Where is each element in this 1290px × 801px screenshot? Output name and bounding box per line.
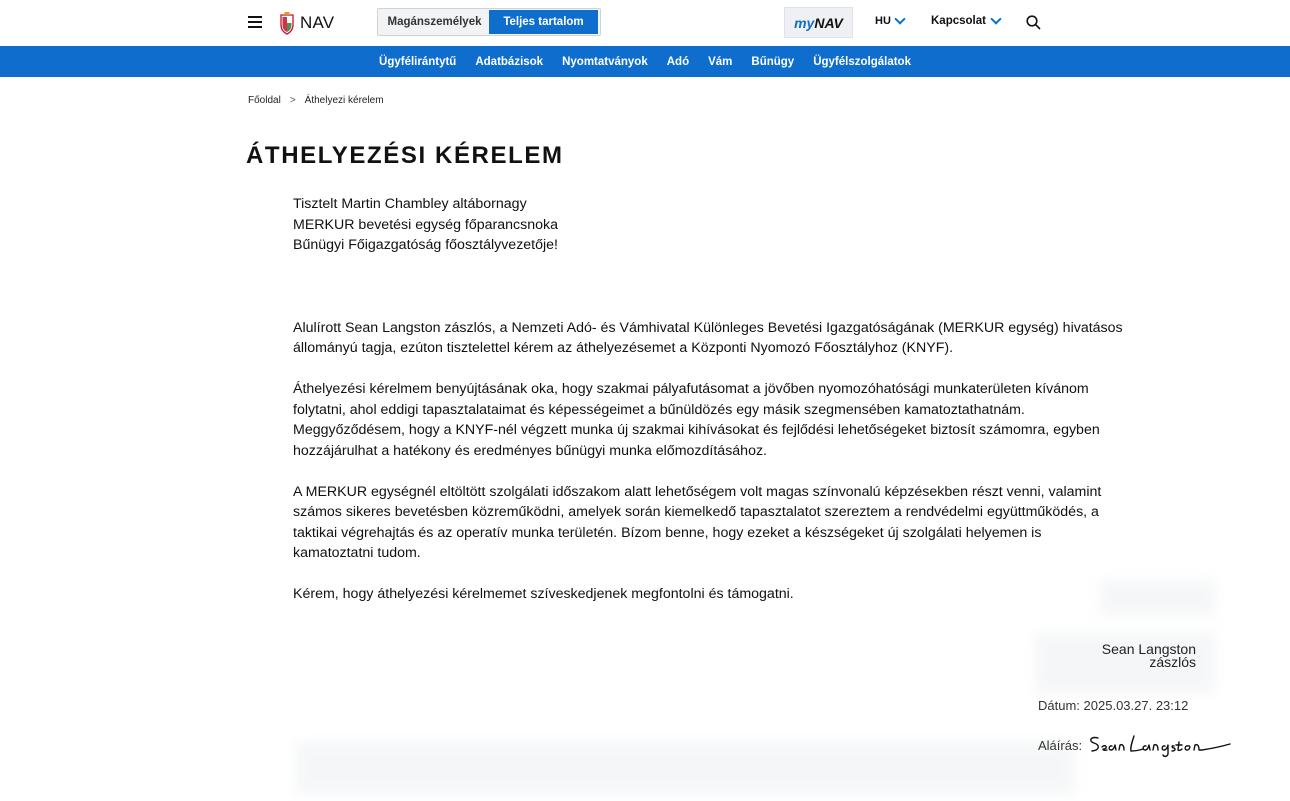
chevron-down-icon (990, 13, 1001, 24)
breadcrumb-current: Áthelyezi kérelem (304, 95, 384, 106)
hamburger-menu-icon[interactable] (248, 16, 262, 30)
nav-logo[interactable] (278, 11, 334, 35)
letter-paragraph: Áthelyezési kérelmem benyújtásának oka, hogy szakmai pályafutásomat a jövőben nyomozóhatósági munkaterületen kívánom folytatni, ahol eddigi tapasztalataimat és képességeimet a bűnüldözés egy másik szegmensében kamatoztathatnám. Meggyőződésem, hogy a KNYF-nél végzett munka új szakmai kihívásokat és fejlődési lehetőségeket biztosít számomra, egyben hozzájárulhat a hatékony és eredményes bűnügyi munka előmozdításához. (293, 381, 1100, 459)
nav-item-vam[interactable]: Vám (708, 55, 733, 68)
breadcrumb-separator: > (289, 95, 296, 106)
chevron-down-icon (894, 13, 905, 24)
signature-label: Aláírás: (1038, 737, 1083, 753)
letter-body (293, 194, 1123, 605)
letter-paragraph: A MERKUR egységnél eltöltött szolgálati időszakom alatt lehetőségem volt magas színvonalú képzésekben részt venni, valamint számos sikeres bevetésben közreműködni, amelyek során kiemelkedő tapasztalatot szereztem a rendvédelmi együttműködés, a taktikai végrehajtás és az operatív munka területén. Bízom benne, hogy ezeket a készségeket új szolgálati helyemen is kamatoztatni tudom. (293, 483, 1102, 561)
language-select[interactable] (875, 15, 904, 27)
signatory (1040, 643, 1196, 669)
nav-item-ugyfelszolgalatok[interactable]: Ügyfélszolgálatok (813, 55, 911, 68)
signatory-name: Sean Langston (1101, 641, 1196, 657)
address-line: Bűnügyi Főigazgatóság főosztályvezetője! (293, 237, 558, 253)
handwritten-signature (1086, 730, 1232, 760)
coat-of-arms-icon (278, 11, 296, 35)
nav-item-ugyfeliranytu[interactable]: Ügyfélirántytű (379, 55, 457, 68)
blurred-area (295, 742, 1075, 794)
nav-item-nyomtatvanyok[interactable]: Nyomtatványok (562, 55, 648, 68)
audience-switch (377, 8, 601, 36)
nav-item-bunugy[interactable]: Bűnügy (751, 55, 795, 68)
search-icon[interactable] (1026, 15, 1041, 30)
signature-line (1038, 730, 1232, 760)
top-header (0, 0, 1290, 46)
breadcrumb (248, 95, 384, 106)
date-value: 2025.03.27. 23:12 (1083, 698, 1189, 713)
segment-private-persons[interactable]: Magánszemélyek (387, 16, 482, 28)
letter-paragraph: Alulírott Sean Langston zászlós, a Nemzeti Adó- és Vámhivatal Különleges Bevetési Igazgatóságának (MERKUR egység) hivatásos állományú tagja, ezúton tisztelettel kérem az áthelyezésemet a Központi Nyomozó Főosztályhoz (KNYF). (293, 319, 1123, 356)
letter-address (293, 194, 1123, 256)
date-label: Dátum: (1038, 698, 1080, 713)
signatory-rank: zászlós (1149, 654, 1196, 670)
nav-item-ado[interactable]: Adó (666, 55, 690, 68)
mynav-button[interactable] (784, 7, 853, 38)
language-label: HU (875, 15, 891, 27)
page-title: ÁTHELYEZÉSI KÉRELEM (246, 142, 564, 169)
letter-paragraph: Kérem, hogy áthelyezési kérelmemet szíveskedjenek megfontolni és támogatni. (293, 586, 794, 602)
date-line (1038, 698, 1188, 713)
address-line: MERKUR bevetési egység főparancsnoka (293, 216, 558, 233)
mynav-suffix: NAV (814, 14, 843, 31)
contact-dropdown[interactable] (931, 15, 1000, 27)
contact-label: Kapcsolat (931, 15, 986, 27)
main-navigation (0, 46, 1290, 77)
nav-item-adatbazisok[interactable]: Adatbázisok (475, 55, 544, 68)
segment-full-content[interactable]: Teljes tartalom (489, 10, 598, 34)
blurred-area (1100, 580, 1215, 616)
breadcrumb-home[interactable]: Főoldal (248, 95, 281, 106)
address-line: Tisztelt Martin Chambley altábornagy (293, 196, 527, 212)
logo-text: NAV (300, 13, 335, 32)
mynav-prefix: my (794, 14, 815, 31)
